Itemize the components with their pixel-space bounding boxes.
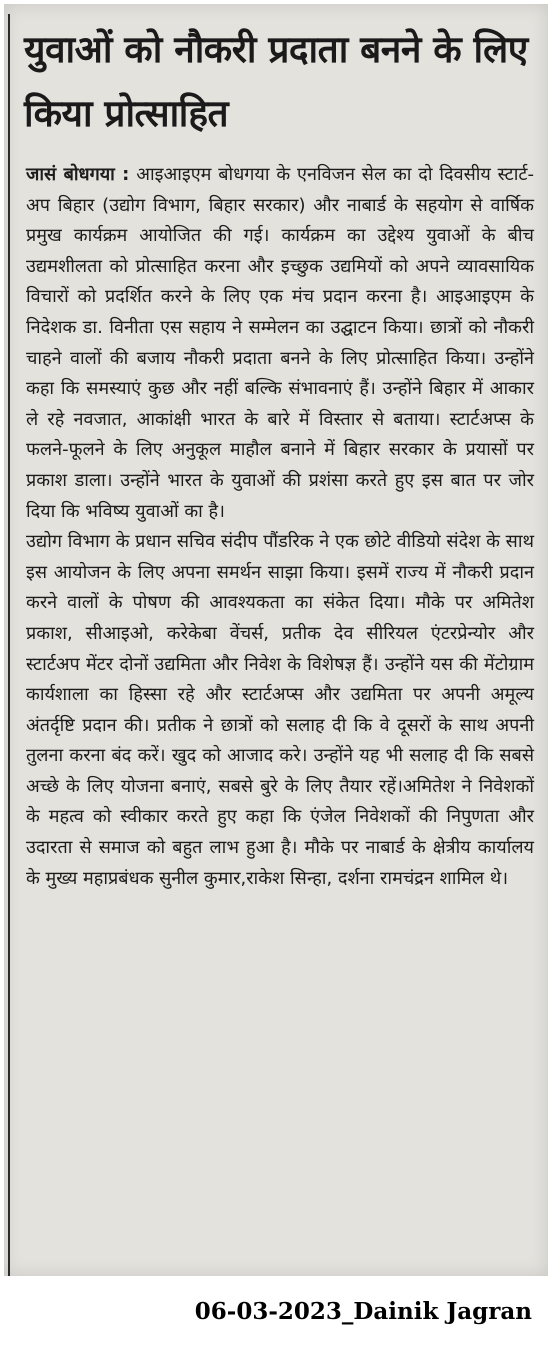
article-headline: युवाओं को नौकरी प्रदाता बनने के लिए किया प्रोत्साहित bbox=[24, 28, 528, 135]
source-date-caption: 06-03-2023_Dainik Jagran bbox=[194, 1298, 532, 1325]
article-paragraph-1 bbox=[26, 160, 534, 527]
article-paragraph-2: उद्योग विभाग के प्रधान सचिव संदीप पौंडरिक ने एक छोटे वीडियो संदेश के साथ इस आयोजन के लिए अपना समर्थन साझा किया। इसमें राज्य में नौकरी प्रदान करने वालों के पोषण की आवश्यकता का संकेत दिया। मौके पर अमितेश प्रकाश, सीआइओ, करेकेबा वेंचर्स, प्रतीक देव सीरियल एंटरप्रेन्योर और स्टार्टअप मेंटर दोनों उद्यमिता और निवेश के विशेषज्ञ हैं। उन्होंने यस की मेंटोग्राम कार्यशाला का हिस्सा रहे और स्टार्टअप्स और उद्यमिता पर अपनी अमूल्य अंतर्दृष्टि प्रदान की। प्रतीक ने छात्रों को सलाह दी कि वे दूसरों के साथ अपनी तुलना करना बंद करें। खुद को आजाद करे। उन्होंने यह भी सलाह दी कि सबसे अच्छे के लिए योजना बनाएं, सबसे बुरे के लिए तैयार रहें।अमितेश ने निवेशकों के महत्व को स्वीकार करते हुए कहा कि एंजेल निवेशकों की निपुणता और उदारता से समाज को बहुत लाभ हुआ है। मौके पर नाबार्ड के क्षेत्रीय कार्यालय के मुख्य महाप्रबंधक सुनील कुमार,राकेश सिन्हा, दर्शना रामचंद्रन शामिल थे। bbox=[26, 531, 534, 889]
article-paragraph-1-text: आइआइएम बोधगया के एनविजन सेल का दो दिवसीय स्टार्ट-अप बिहार (उद्योग विभाग, बिहार सरकार) और नाबार्ड के सहयोग से वार्षिक प्रमुख कार्यक्रम आयोजित की गई। कार्यक्रम का उद्देश्य युवाओं के बीच उद्यमशीलता को प्रोत्साहित करना और इच्छुक उद्यमियों को अपने व्यावसायिक विचारों को प्रदर्शित करने के लिए एक मंच प्रदान करना है। आइआइएम के निदेशक डा. विनीता एस सहाय ने सम्मेलन का उद्घाटन किया। छात्रों को नौकरी चाहने वालों की बजाय नौकरी प्रदाता बनने के लिए प्रोत्साहित किया। उन्होंने कहा कि समस्याएं कुछ और नहीं बल्कि संभावनाएं हैं। उन्होंने बिहार में आकार ले रहे नवजात, आकांक्षी भारत के बारे में विस्तार से बताया। स्टार्टअप्स के फलने-फूलने के लिए अनुकूल माहौल बनाने में बिहार सरकार के प्रयासों पर प्रकाश डाला। उन्होंने भारत के युवाओं की प्रशंसा करते हुए इस बात पर जोर दिया कि भविष्य युवाओं का है। bbox=[26, 164, 534, 522]
clipping-left-border bbox=[8, 14, 10, 1276]
newspaper-clipping bbox=[4, 4, 548, 1276]
article-dateline: जासं बोधगया : bbox=[26, 164, 130, 185]
article-body bbox=[26, 160, 534, 894]
